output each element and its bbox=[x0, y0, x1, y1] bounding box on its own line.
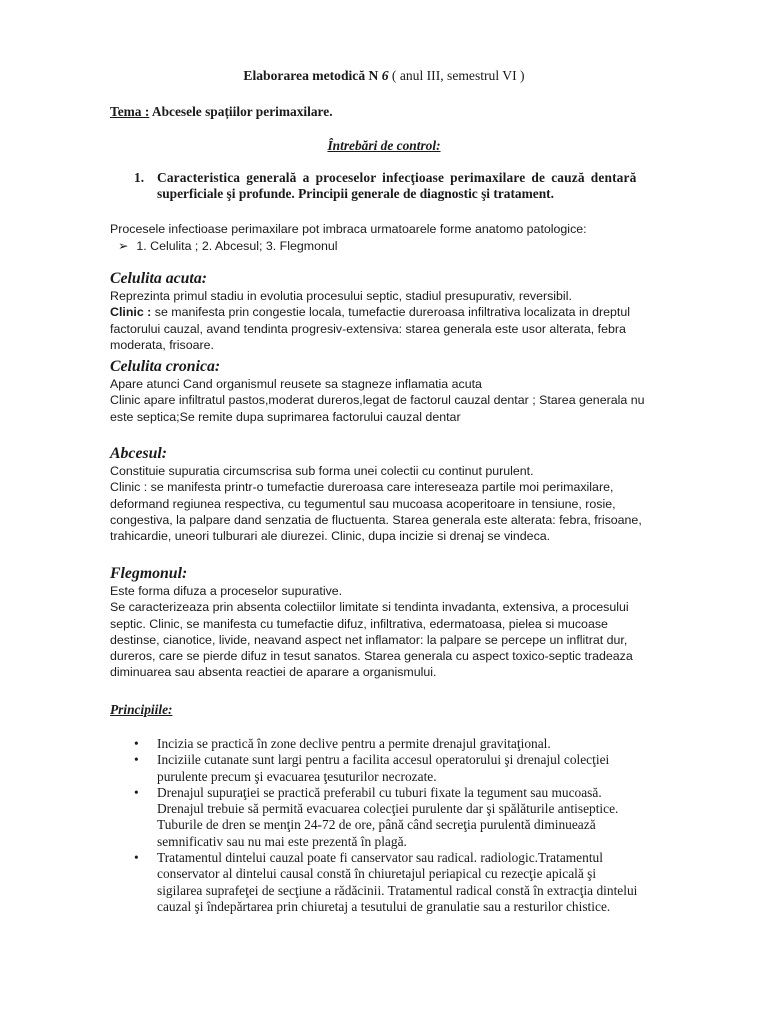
document-title bbox=[0, 68, 768, 84]
title-prefix: Elaborarea metodică N bbox=[243, 68, 382, 83]
list-item bbox=[134, 752, 714, 785]
intro-line: Procesele infectioase perimaxilare pot imbraca urmatoarele forme anatomo patologice: bbox=[110, 222, 587, 236]
abcesul-line: Constituie supuratia circumscrisa sub forma unei colectii cu continut purulent. bbox=[110, 464, 534, 478]
bullet-icon: • bbox=[134, 784, 139, 800]
celulita-cronica-line: este septica;Se remite dupa suprimarea factorului cauzal dentar bbox=[110, 409, 461, 424]
list-item-line: cauzal şi îndepărtarea prin chiuretaj a tesutului de granulatie sau a resturilor chistice. bbox=[157, 898, 611, 914]
arrow-bullet-icon: ➢ bbox=[118, 239, 129, 253]
celulita-acuta-section bbox=[110, 270, 715, 353]
abcesul-line: trahicardie, uneori tulburari ale diurezei. Clinic, dupa incizie si drenaj se vindeca. bbox=[110, 529, 551, 544]
celulita-cronica-line: Apare atunci Cand organismul reusete sa stagneze inflamatia acuta bbox=[110, 377, 482, 391]
bullet-icon: • bbox=[134, 752, 139, 768]
list-item-line: Drenajul supuraţiei se practică preferabil cu tuburi fixate la tegument sau mucoasă. bbox=[157, 784, 602, 800]
list-item-line: Tratamentul dintelui cauzal poate fi canservator sau radical. radiologic.Tratamentul bbox=[157, 850, 603, 866]
abcesul-heading: Abcesul: bbox=[110, 445, 168, 462]
tema-text: Abcesele spațiilor perimaxilare. bbox=[149, 104, 333, 119]
list-item bbox=[134, 785, 714, 850]
flegmonul-line: dureros, care se pierde difuz in tesut sanatos. Starea generala cu aspect toxico-septic tradeaza bbox=[110, 649, 633, 664]
bullet-icon: • bbox=[134, 850, 139, 866]
tema-line bbox=[110, 104, 333, 120]
celulita-acuta-line: factorului cauzal, avand tendinta progresiv-extensiva: starea generala este usor alterata, febra bbox=[110, 321, 626, 336]
list-item-line: semnificativ sau nu mai este prezentă în plagă. bbox=[157, 833, 407, 849]
list-item bbox=[134, 850, 714, 915]
clinic-label: Clinic : bbox=[110, 305, 152, 320]
flegmonul-line: destinse, cianotice, livide, neavand aspect net inflamator: la palpare se percepe un inflitrat dur, bbox=[110, 632, 628, 647]
list-item-line: Tuburile de dren se menţin 24-72 de ore, până când secreţia purulentă diminuează bbox=[157, 817, 596, 833]
flegmonul-line: Se caracterizeaza prin absenta colectiilor limitate si tendinta invadanta, extensiva, a procesului bbox=[110, 600, 629, 615]
question-number: 1. bbox=[134, 170, 145, 185]
abcesul-line: congestiva, la palpare dand senzatia de fluctuenta. Starea generala este alterata: febra, frisoane, bbox=[110, 512, 642, 527]
question-text bbox=[157, 170, 712, 203]
forms-list bbox=[118, 238, 338, 254]
celulita-cronica-heading: Celulita cronica: bbox=[110, 358, 221, 375]
forms-text: 1. Celulita ; 2. Abcesul; 3. Flegmonul bbox=[136, 239, 338, 253]
flegmonul-section bbox=[110, 564, 715, 681]
title-suffix: ( anul III, semestrul VI ) bbox=[388, 68, 525, 83]
list-item-line: Incizia se practică în zone declive pentru a permite drenajul gravitaţional. bbox=[157, 736, 551, 751]
tema-label: Tema : bbox=[110, 104, 150, 119]
title-number: 6 bbox=[381, 68, 389, 83]
celulita-acuta-line: Reprezinta primul stadiu in evolutia procesului septic, stadiul presupurativ, reversibil. bbox=[110, 289, 572, 303]
celulita-cronica-line: Clinic apare infiltratul pastos,moderat dureros,legat de factorul cauzal dentar ; Starea generala nu bbox=[110, 393, 645, 408]
intro-paragraph bbox=[110, 221, 715, 237]
question-line-1: Caracteristica generală a proceselor infecţioase perimaxilare de cauză dentară bbox=[157, 170, 637, 185]
flegmonul-heading: Flegmonul: bbox=[110, 565, 188, 582]
celulita-acuta-heading: Celulita acuta: bbox=[110, 270, 207, 287]
flegmonul-line: Este forma difuza a proceselor supurative. bbox=[110, 584, 343, 598]
principiile-list bbox=[134, 736, 714, 915]
abcesul-section bbox=[110, 444, 715, 544]
abcesul-line: Clinic : se manifesta printr-o tumefactie dureroasa care intereseaza partile moi perimaxilare, bbox=[110, 480, 614, 495]
celulita-acuta-line: se manifesta prin congestie locala, tumefactie dureroasa infiltrativa localizata in dreptul bbox=[151, 305, 630, 320]
list-item-line: Inciziile cutanate sunt largi pentru a facilita accesul operatorului şi drenajul colecţiei bbox=[157, 752, 610, 768]
list-item bbox=[134, 736, 714, 752]
flegmonul-line: septic. Clinic, se manifesta cu tumefactie difuz, infiltrativa, edermatoasa, pielea si mucoase bbox=[110, 616, 608, 631]
abcesul-line: deformand regiunea respectiva, cu tegumentul sau mucoasa acoperitoare in tensiune, rosie, bbox=[110, 496, 616, 511]
control-questions-heading: Întrebări de control: bbox=[327, 138, 441, 153]
list-item-line: Drenajul trebuie să permită evacuarea colecţiei purulente dar şi spălăturile antiseptice. bbox=[157, 801, 619, 817]
list-item-line: conservator al dintelui causal constă în chiuretajul periapical cu rezecţie apicală şi bbox=[157, 866, 597, 882]
question-line-2: superficiale şi profunde. Principii generale de diagnostic şi tratament. bbox=[157, 186, 554, 202]
list-item-line: purulente precum şi evacuarea ţesuturilor necrozate. bbox=[157, 768, 437, 784]
list-item-line: sigilarea suprafeţei de secţiune a rădăcinii. Tratamentul radical constă în extracţia dintelui bbox=[157, 882, 638, 898]
principiile-heading: Principiile: bbox=[110, 702, 173, 717]
flegmonul-line: diminuarea sau absenta reactiei de aparare a organismului. bbox=[110, 665, 437, 680]
celulita-cronica-section bbox=[110, 358, 715, 425]
celulita-acuta-line: moderata, frisoare. bbox=[110, 337, 214, 352]
bullet-icon: • bbox=[134, 736, 139, 751]
